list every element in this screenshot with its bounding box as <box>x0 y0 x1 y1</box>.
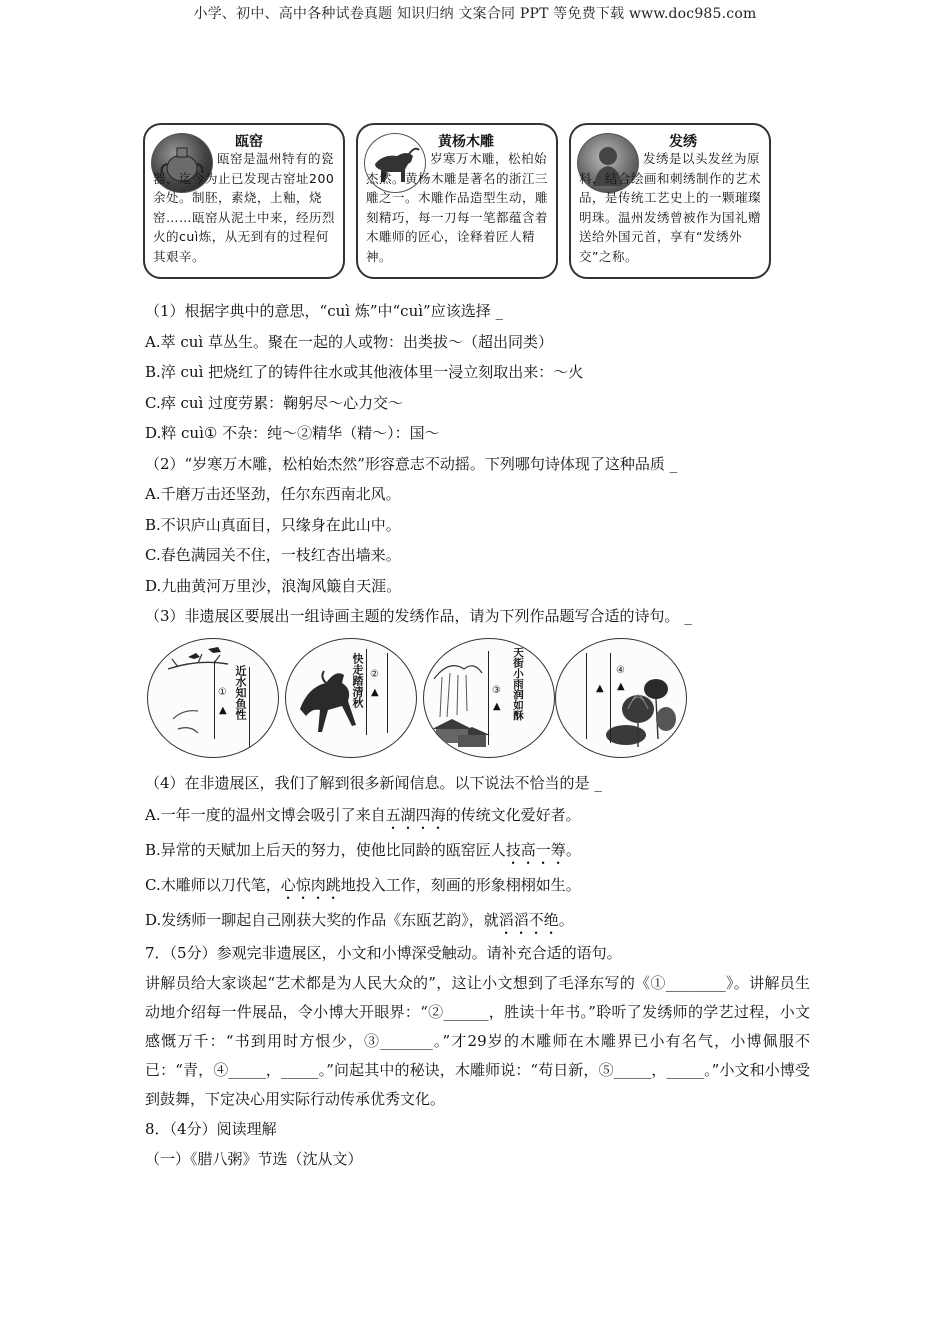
emphasized-idiom: 心惊肉跳 <box>280 876 341 894</box>
q7-heading: 7．（5分）参观完非遗展区，小文和小博深受触动。请补充合适的语句。 <box>145 944 622 962</box>
q2-stem: （2）“岁寒万木雕，松柏始杰然”形容意志不动摇。下列哪句诗体现了这种品质 _ <box>145 454 678 473</box>
q1-option-c[interactable]: C.瘁 cuì 过度劳累：鞠躬尽～心力交～ <box>145 393 404 412</box>
q2-option-d[interactable]: D.九曲黄河万里沙，浪淘风簸自天涯。 <box>145 576 402 595</box>
answer-blank[interactable]: _ <box>669 454 678 473</box>
intro-cards <box>143 123 783 283</box>
poem-triangle: ▲ <box>219 704 227 716</box>
poem-bar <box>366 649 367 735</box>
poem-marker: ④ <box>616 664 625 676</box>
poem-marker: ① <box>218 686 227 698</box>
card-ouyao <box>143 123 345 279</box>
q2-option-a[interactable]: A.千磨万击还坚劲，任尔东西南北风。 <box>145 485 401 503</box>
card-text: 发绣是以头发丝为原料，结合绘画和刺绣制作的艺术品，是传统工艺史上的一颗璀璨明珠。温州发绣曾被作为国礼赠送给外国元首，享有“发绣外交”之称。 <box>579 151 762 264</box>
card-title: 瓯窑 <box>235 134 263 150</box>
q4-stem: （4）在非遗展区，我们了解到很多新闻信息。以下说法不恰当的是 _ <box>145 773 602 792</box>
answer-blank[interactable]: _ <box>594 773 602 792</box>
poem-triangle: ▲ <box>371 686 379 698</box>
painting-row <box>145 638 810 760</box>
poem-triangle: ▲ <box>596 682 604 694</box>
painting-4 <box>555 638 687 758</box>
card-title: 发绣 <box>669 134 697 150</box>
poem-triangle: ▲ <box>617 680 625 692</box>
page-header: 小学、初中、高中各种试卷真题 知识归纳 文案合同 PPT 等免费下载 www.doc985.com <box>193 6 757 22</box>
poem-bar <box>488 651 489 745</box>
poem-bar <box>249 667 250 747</box>
answer-blank[interactable]: _ <box>684 607 692 625</box>
poem-text: 近水知鱼性 <box>234 664 247 720</box>
card-text: 瓯窑是温州特有的瓷器，迄今为止已发现古窑址200余处。制胚，素烧，上釉，烧窑……瓯窑从泥土中来，经历烈火的cuì炼，从无到有的过程何其艰辛。 <box>153 151 336 264</box>
poem-marker: ② <box>370 668 379 680</box>
q1-option-a[interactable]: A.萃 cuì 草丛生。聚在一起的人或物：出类拔～（超出同类） <box>145 332 553 351</box>
card-faxiu <box>569 123 771 279</box>
poem-bar <box>387 653 388 733</box>
q2-option-c[interactable]: C.春色满园关不住，一枝红杏出墙来。 <box>145 546 401 564</box>
q4-option-c[interactable]: C.木雕师以刀代笔，心惊肉跳地投入工作，刻画的形象栩栩如生。 <box>145 876 581 894</box>
q1-option-d[interactable]: D.粹 cuì① 不杂：纯～②精华（精～）：国～ <box>145 424 440 442</box>
card-title: 黄杨木雕 <box>438 134 494 150</box>
emphasized-idiom: 五湖四海 <box>385 806 446 824</box>
card-text: 岁寒万木雕，松柏始杰然。黄杨木雕是著名的浙江三雕之一。木雕作品造型生动，雕刻精巧，每一刀每一笔都蕴含着木雕师的匠心，诠释着匠人精神。 <box>366 151 549 264</box>
question-content <box>145 296 810 1175</box>
emphasized-idiom: 滔滔不绝 <box>498 911 559 929</box>
birds-on-branches-icon <box>148 639 278 757</box>
painting-2 <box>285 638 417 758</box>
lotus-flower-icon <box>556 639 686 757</box>
poem-triangle: ▲ <box>493 700 501 712</box>
emphasized-idiom: 技高一筹 <box>505 841 566 859</box>
card-huangyang <box>356 123 558 279</box>
poem-text: 天街小雨润如酥 <box>512 646 524 720</box>
q4-option-d[interactable]: D.发绣师一聊起自己刚获大奖的作品《东瓯艺韵》，就滔滔不绝。 <box>145 911 574 929</box>
q4-option-a[interactable]: A.一年一度的温州文博会吸引了来自五湖四海的传统文化爱好者。 <box>145 806 581 824</box>
painting-1 <box>147 638 279 758</box>
poem-bar <box>586 653 587 739</box>
poem-text: 快走踏清秋 <box>351 652 364 708</box>
q1-stem: （1）根据字典中的意思，“cuì 炼”中“cuì”应该选择 _ <box>145 302 503 320</box>
q8-heading: 8．（4分）阅读理解 <box>145 1119 277 1138</box>
q3-stem: （3）非遗展区要展出一组诗画主题的发绣作品，请为下列作品题写合适的诗句。 _ <box>145 607 692 625</box>
q2-option-b[interactable]: B.不识庐山真面目，只缘身在此山中。 <box>145 515 401 534</box>
q1-option-b[interactable]: B.淬 cuì 把烧红了的铸件往水或其他液体里一浸立刻取出来：～火 <box>145 363 584 381</box>
poem-bar <box>610 653 611 743</box>
painting-3 <box>423 638 555 758</box>
q7-body[interactable]: 讲解员给大家谈起“艺术都是为人民大众的”，这让小文想到了毛泽东写的《①________》。讲解员生动地介绍每一件展品，令小博大开眼界：“②______，胜读十年书。”聆听了发绣师的学艺过程，小文感慨万千：“书到用时方恨少，③_______。”才29岁的木雕师在木雕界已小有名气，小博佩服不已：“青，④_____，_____。”问起其中的秘诀，木雕师说：“苟日新，⑤_____，_____。”小文和小博受到鼓舞，下定决心用实际行动传承优秀文化。 <box>145 973 810 1108</box>
answer-blank[interactable]: _ <box>495 302 503 320</box>
q4-option-b[interactable]: B.异常的天赋加上后天的努力，使他比同龄的瓯窑匠人技高一筹。 <box>145 841 581 859</box>
poem-bar <box>214 661 215 739</box>
poem-marker: ③ <box>492 684 501 696</box>
q8-sub: （一）《腊八粥》节选（沈从文） <box>145 1150 363 1168</box>
